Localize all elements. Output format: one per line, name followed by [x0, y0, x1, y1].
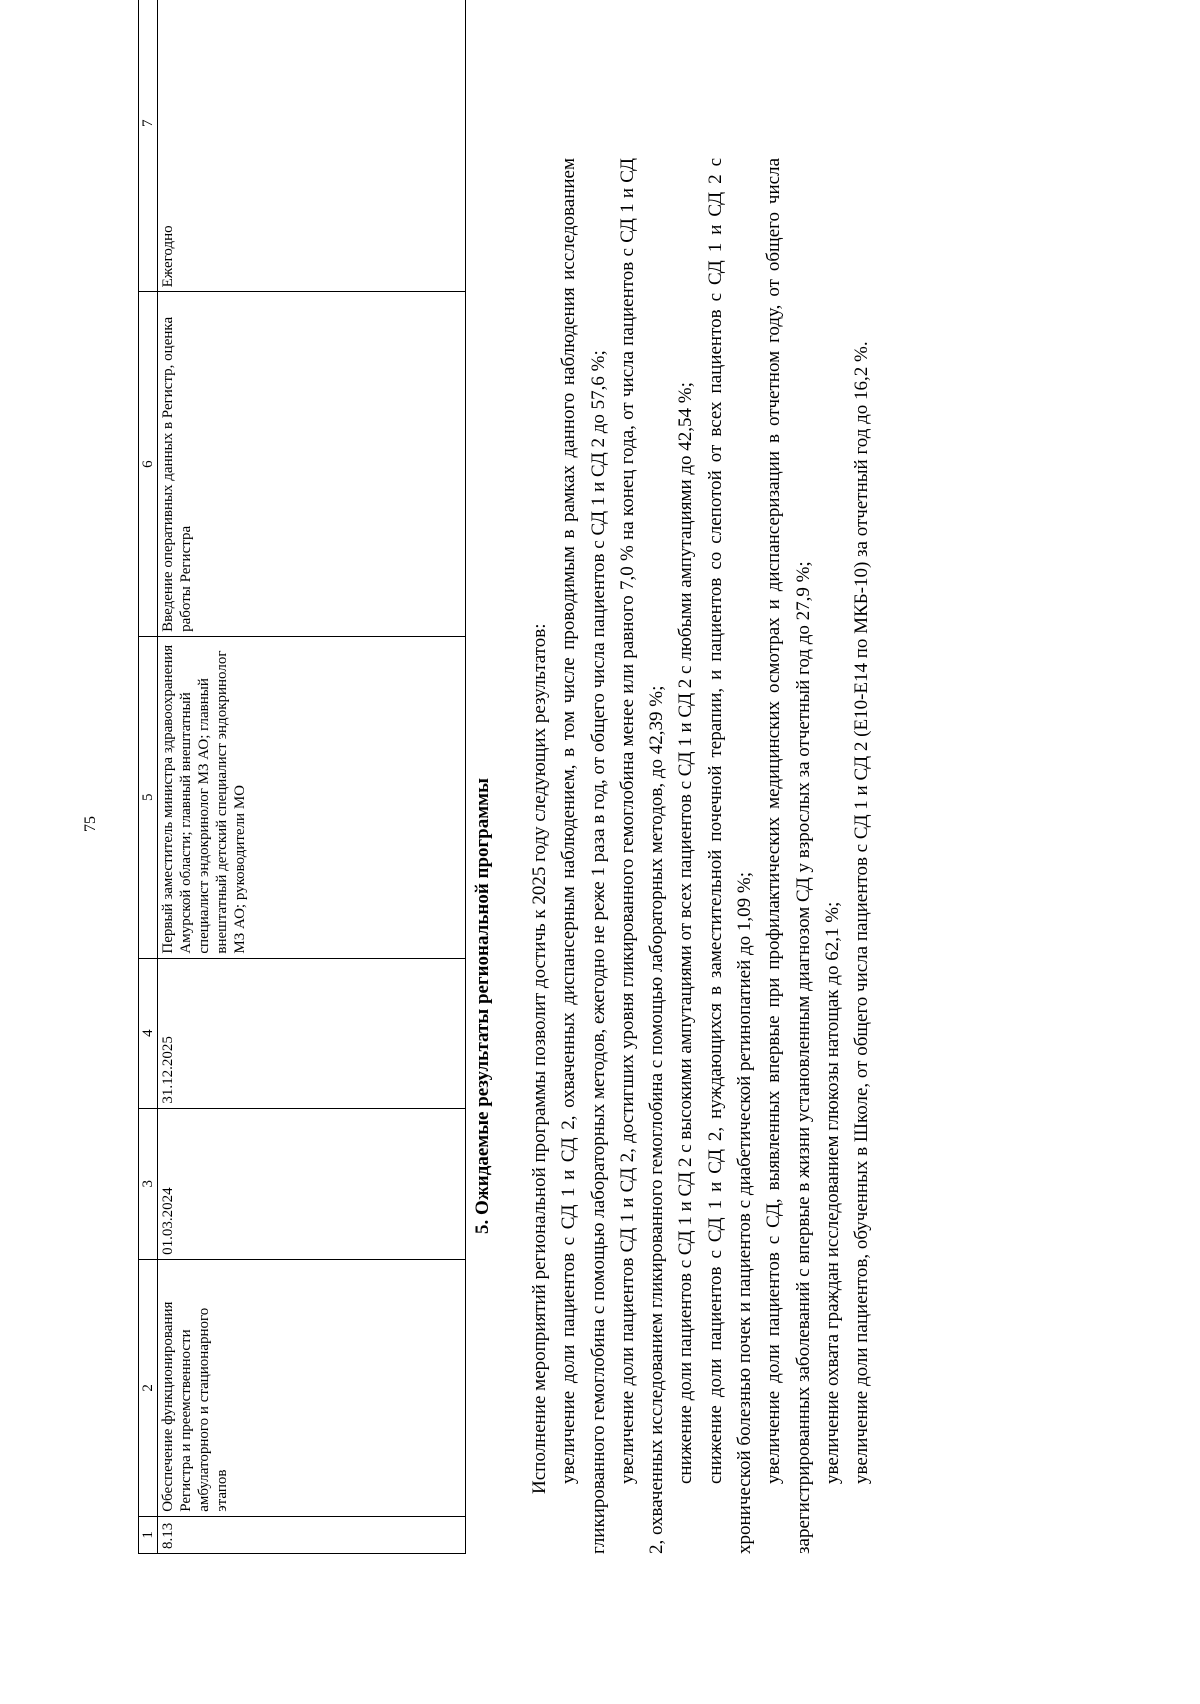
column-header: 4	[139, 958, 158, 1108]
result-item: увеличение доли пациентов с СД 1 и СД 2, охваченных диспансерным наблюдением, в том числе проводимым в рамках данного наблюдения исследованием гликированного гемоглобина с помощью лабораторных методов, ежегодно не реже 1 раза в год, от общего числа пациентов с СД 1 и СД 2 до 57,6 %;	[558, 158, 609, 1554]
activities-table	[138, 0, 466, 1554]
result-item: увеличение доли пациентов СД 1 и СД 2, достигших уровня гликированного гемоглобина менее или равного 7,0 % на конец года, от числа пациентов с СД 1 и СД 2, охваченных исследованием гликированного гемоглобина с помощью лабораторных методов, до 42,39 %;	[616, 158, 668, 1554]
column-header: 5	[139, 636, 158, 958]
responsible-cell: Первый заместитель министра здравоохранения Амурской области; главный внештатный специалист эндокринолог МЗ АО; главный внештатный детский специалист эндокринолог МЗ АО; руководители МО	[158, 636, 466, 958]
table-row	[158, 0, 466, 1554]
column-header: 2	[139, 1259, 158, 1516]
result-item: увеличение доли пациентов, обученных в Школе, от общего числа пациентов с СД 1 и СД 2 (Е10-Е14 по МКБ-10) за отчетный год до 16,2 %.	[851, 341, 873, 1484]
activity-cell: Обеспечение функционирования Регистра и преемственности амбулаторного и стационарного этапов	[158, 1259, 466, 1516]
section-intro: Исполнение мероприятий региональной программы позволит достичь к 2025 году следующих результатов:	[529, 623, 550, 1494]
column-header: 3	[139, 1108, 158, 1259]
column-header: 7	[139, 0, 158, 292]
column-header: 6	[139, 292, 158, 637]
section-body	[525, 158, 877, 1554]
section-title: 5. Ожидаемые результаты региональной программы	[472, 778, 493, 1234]
start-date-cell: 01.03.2024	[158, 1108, 466, 1259]
result-item: увеличение доли пациентов с СД, выявленных впервые при профилактических медицинских осмотрах и диспансеризации в отчетном году, от общего числа зарегистрированных заболеваний с впервые в жизни установленным диагнозом СД у взрослых за отчетный год до 27,9 %;	[763, 158, 814, 1554]
frequency-cell: Ежегодно	[158, 0, 466, 292]
end-date-cell: 31.12.2025	[158, 958, 466, 1108]
result-item: снижение доли пациентов с СД 1 и СД 2, нуждающихся в заместительной почечной терапии, и пациентов со слепотой от всех пациентов с СД 1 и СД 2 с хронической болезнью почек и пациентов с диабетической ретинопатией до 1,09 %;	[704, 158, 756, 1554]
column-header: 1	[139, 1516, 158, 1553]
result-item: увеличение охвата граждан исследованием глюкозы натощак до 62,1 %;	[821, 901, 843, 1484]
row-number: 8.13	[158, 1516, 466, 1553]
table-header-row	[139, 0, 158, 1554]
result-item: снижение доли пациентов с СД 1 и СД 2 с высокими ампутациями от всех пациентов с СД 1 и СД 2 с любыми ампутациями до 42,54 %;	[675, 382, 697, 1484]
page-number: 75	[82, 816, 99, 832]
result-cell: Введение оперативных данных в Регистр, оценка работы Регистра	[158, 292, 466, 637]
